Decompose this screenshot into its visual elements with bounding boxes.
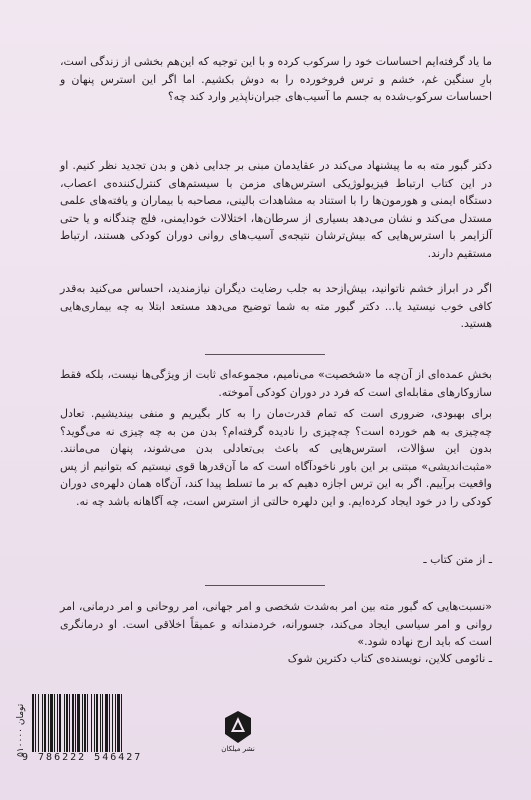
barcode-bar [122,694,124,752]
excerpt-paragraph-2-text: برای بهبودی، ضروری است که تمام قدرت‌مان را به کار بگیریم و منفی بیندیشیم. تعادل چه‌چیزی به هم خورده است؟ چه‌چیزی را نادیده گرفته‌ام؟ بدن من به چه چیزی نه می‌گوید؟ بدون این سؤالات، استرس‌هایی که باعث بی‌تعادلی بدن می‌شوند، پنهان می‌مانند. «مثبت‌اندیشی» مبتنی بر این باور ناخودآگاه است که ما آن‌قدرها قوی نیستیم که بتوانیم از پس واقعیت برآییم. اگر به این ترس اجازه دهیم که بر ما تسلط پیدا کند، آن‌گاه همان دلهره‌ی دوران کودکی را در خود ایجاد کرده‌ایم. و این دلهره حالتی از استرس است، چه آگاهانه باشد چه نه. [60,407,492,508]
section-divider [205,585,325,586]
isbn-barcode [22,686,182,776]
publisher-logo [218,710,258,760]
barcode-bars [32,694,152,752]
review-quote [60,598,492,651]
price-label: ۵۱۰۰۰۰ تومان [16,703,26,758]
intro-paragraph-3-text: اگر در ابراز خشم ناتوانید، بیش‌ازحد به جلب رضایت دیگران نیازمندید، احساس می‌کنید به‌قدر کافی خوب نیستید یا... دکتر گبور مته به شما توضیح می‌دهد مستعد ابتلا به چه بیماری‌هایی هستید. [60,282,492,331]
review-quote-text: «نسبت‌هایی که گبور مته بین امر به‌شدت شخصی و امر جهانی، امر روحانی و امر درمانی، امر روانی و امر سیاسی ایجاد می‌کند، جسورانه، خردمندانه و عمیقاً اخلاقی است. او درمانگری است که باید ارج نهاده شود.» [60,600,492,649]
intro-paragraph-1-text: ما یاد گرفته‌ایم احساسات خود را سرکوب کرده و با این توجیه که این‌هم بخشی از زندگی است، بارِ سنگین غم، خشم و ترس فروخورده را به دوش بکشیم. اما اگر این استرس پنهان و احساسات سرکوب‌شده به جسم ما آسیب‌های جبران‌ناپذیر وارد کند چه؟ [60,55,492,104]
publisher-name: نشر میلکان [221,745,255,753]
excerpt-paragraph-1 [60,366,492,401]
excerpt-paragraph-2 [60,405,492,511]
intro-paragraph-2 [60,157,492,263]
intro-paragraph-1 [60,53,492,106]
excerpt-paragraph-1-text: بخش عمده‌ای از آن‌چه ما «شخصیت» می‌نامیم، مجموعه‌ای ثابت از ویژگی‌ها نیست، بلکه فقط سازوکارهای مقابله‌ای است که فرد در دوران کودکی آموخته. [60,368,492,399]
section-divider [205,354,325,355]
publisher-logo-icon [223,710,253,744]
intro-paragraph-2-text: دکتر گبور مته به ما پیشنهاد می‌کند در عقایدمان مبنی بر جدایی ذهن و بدن تجدید نظر کنیم. او در این کتاب ارتباط فیزیولوژیکی استرس‌های مزمن با سیستم‌های کنترل‌کننده‌ی اعصاب، دستگاه ایمنی و هورمون‌ها را با استناد به مشاهدات بالینی، مصاحبه با بیماران و یافته‌های علمی مستدل می‌کند و نشان می‌دهد بسیاری از سرطان‌ها، اختلالات خودایمنی، فلج چندگانه و یا حتی آلزایمر با استرس‌هایی که بیش‌ترشان نتیجه‌ی آسیب‌های روانی دوران کودکی هستند، ارتباط مستقیم دارند. [60,159,492,260]
excerpt-attribution: ـ از متن کتاب ـ [423,553,492,566]
intro-paragraph-3 [60,280,492,333]
review-attribution: ـ نائومی کلاین، نویسنده‌ی کتاب دکترین شوک [287,652,492,665]
isbn-digits: 9 786222 546427 [22,752,143,763]
